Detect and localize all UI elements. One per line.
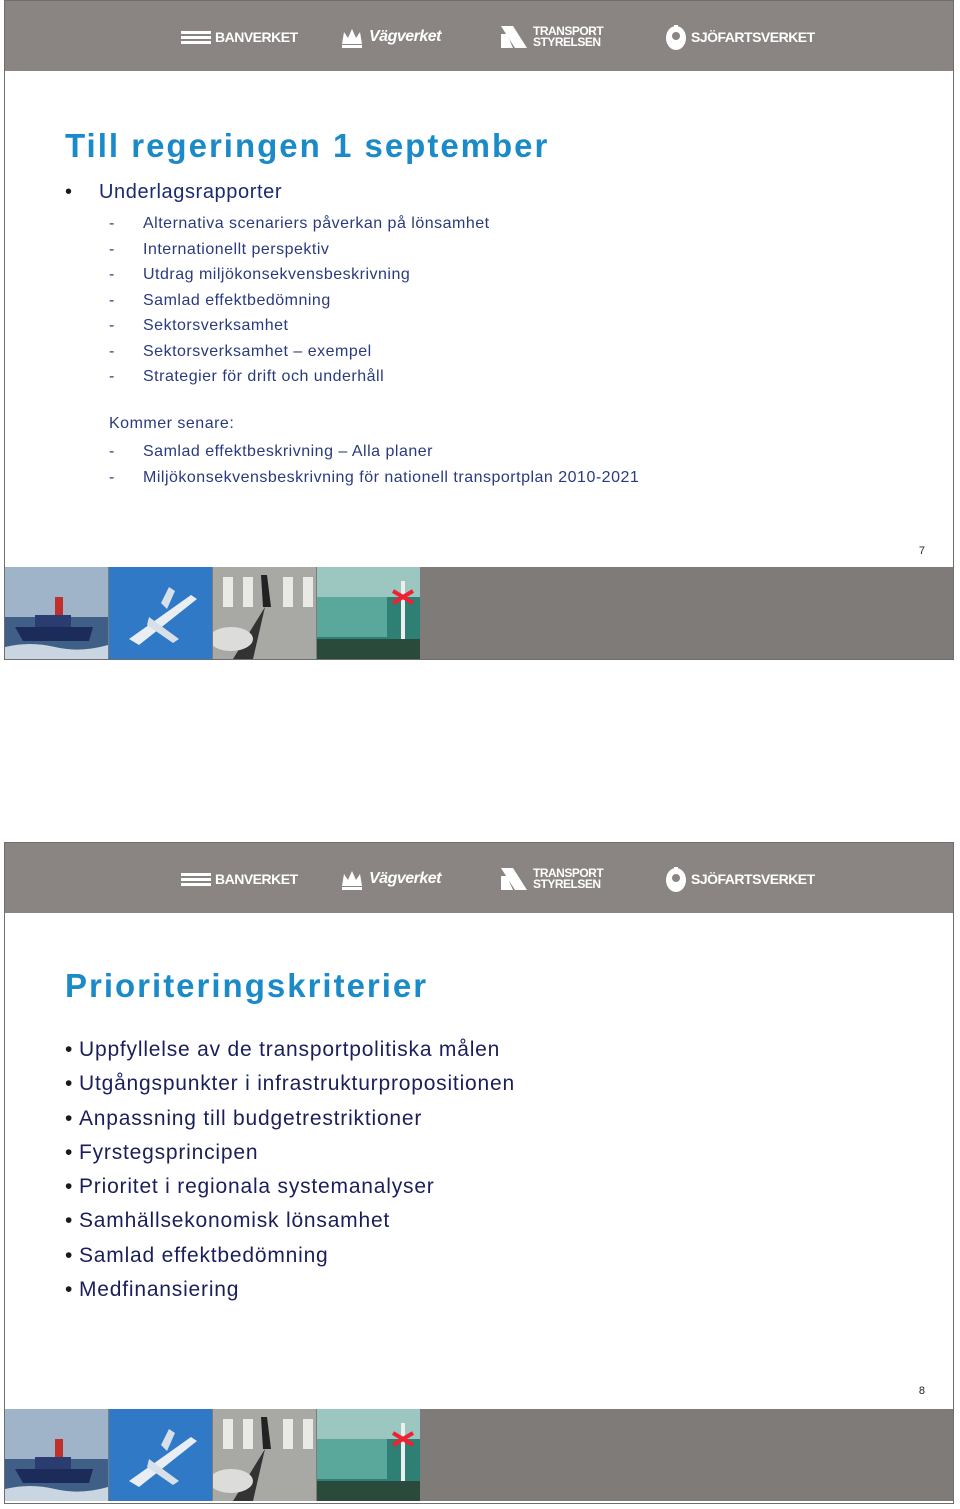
transportstyrelsen-logo (501, 863, 603, 895)
list-item: - Sektorsverksamhet – exempel (109, 342, 372, 360)
list-item: - Samlad effektbedömning (109, 291, 331, 309)
list-item: • Uppfyllelse av de transportpolitiska målen (65, 1038, 501, 1061)
anchor-crest-icon (665, 23, 687, 51)
slide-8 (4, 842, 954, 1504)
list-item: • Samlad effektbedömning (65, 1243, 329, 1267)
banverket-rail-icon (181, 871, 211, 887)
transport-arrow-icon (501, 24, 529, 50)
train-crossing-photo (317, 1409, 420, 1501)
transportstyrelsen-logo (501, 21, 603, 53)
banverket-rail-icon (181, 29, 211, 45)
ship-photo (5, 567, 108, 659)
photo-strip (5, 1409, 953, 1501)
list-item: • Medfinansiering (65, 1278, 240, 1302)
list-item: - Alternativa scenariers påverkan på lönsamhet (109, 215, 490, 232)
crown-icon (339, 24, 365, 50)
later-label: Kommer senare: (109, 415, 235, 432)
slide-header (5, 1, 953, 71)
list-item: • Prioritet i regionala systemanalyser (65, 1175, 435, 1199)
list-item: • Fyrstegsprincipen (65, 1140, 259, 1164)
airplane-photo (109, 1409, 212, 1501)
vagverket-logo (339, 863, 441, 895)
banverket-logo (181, 863, 298, 895)
train-crossing-photo (317, 567, 420, 659)
sjofartsverket-logo (665, 21, 815, 53)
list-item: • Utgångspunkter i infrastrukturpropositionen (65, 1072, 515, 1096)
airplane-photo (109, 567, 212, 659)
pedestrian-crossing-photo (213, 1409, 316, 1501)
bullet-marker: • (65, 181, 73, 203)
transport-logo-line2: STYRELSEN (533, 35, 601, 49)
list-item: - Sektorsverksamhet (109, 317, 289, 334)
list-item: • Samhällsekonomisk lönsamhet (65, 1209, 391, 1233)
criteria-list (65, 1033, 515, 1307)
later-list (109, 439, 639, 490)
photo-strip (5, 567, 953, 659)
transport-logo-line1: TRANSPORT (533, 866, 604, 880)
bullet-text: Underlagsrapporter (99, 181, 283, 203)
pedestrian-crossing-photo (213, 567, 316, 659)
list-item: - Strategier för drift och underhåll (109, 368, 385, 385)
list-item: - Samlad effektbeskrivning – Alla planer (109, 443, 433, 460)
slide-7 (4, 0, 954, 660)
sjofartsverket-logo-text: SJÖFARTSVERKET (691, 29, 815, 45)
vagverket-logo-text: Vägverket (369, 28, 441, 45)
page-number: 7 (918, 545, 925, 557)
banverket-logo (181, 21, 298, 53)
transport-arrow-icon (501, 866, 529, 892)
list-item: • Anpassning till budgetrestriktioner (65, 1106, 423, 1130)
slide-header (5, 843, 953, 913)
sjofartsverket-logo (665, 863, 815, 895)
slide-title: Prioriteringskriterier (65, 967, 429, 1004)
transport-logo-line2: STYRELSEN (533, 877, 601, 891)
vagverket-logo (339, 21, 441, 53)
anchor-crest-icon (665, 865, 687, 893)
bullet-underlagsrapporter (65, 181, 282, 204)
page-number: 8 (918, 1385, 925, 1397)
slide-title: Till regeringen 1 september (65, 127, 550, 164)
list-item: - Miljökonsekvensbeskrivning för nationell transportplan 2010-2021 (109, 468, 640, 486)
list-item: - Internationellt perspektiv (109, 240, 330, 258)
sjofartsverket-logo-text: SJÖFARTSVERKET (691, 871, 815, 887)
vagverket-logo-text: Vägverket (369, 870, 441, 887)
banverket-logo-text: BANVERKET (215, 871, 298, 887)
ship-photo (5, 1409, 108, 1501)
list-item: - Utdrag miljökonsekvensbeskrivning (109, 266, 411, 283)
banverket-logo-text: BANVERKET (215, 29, 298, 45)
report-list (109, 211, 490, 390)
transport-logo-line1: TRANSPORT (533, 24, 604, 38)
crown-icon (339, 866, 365, 892)
